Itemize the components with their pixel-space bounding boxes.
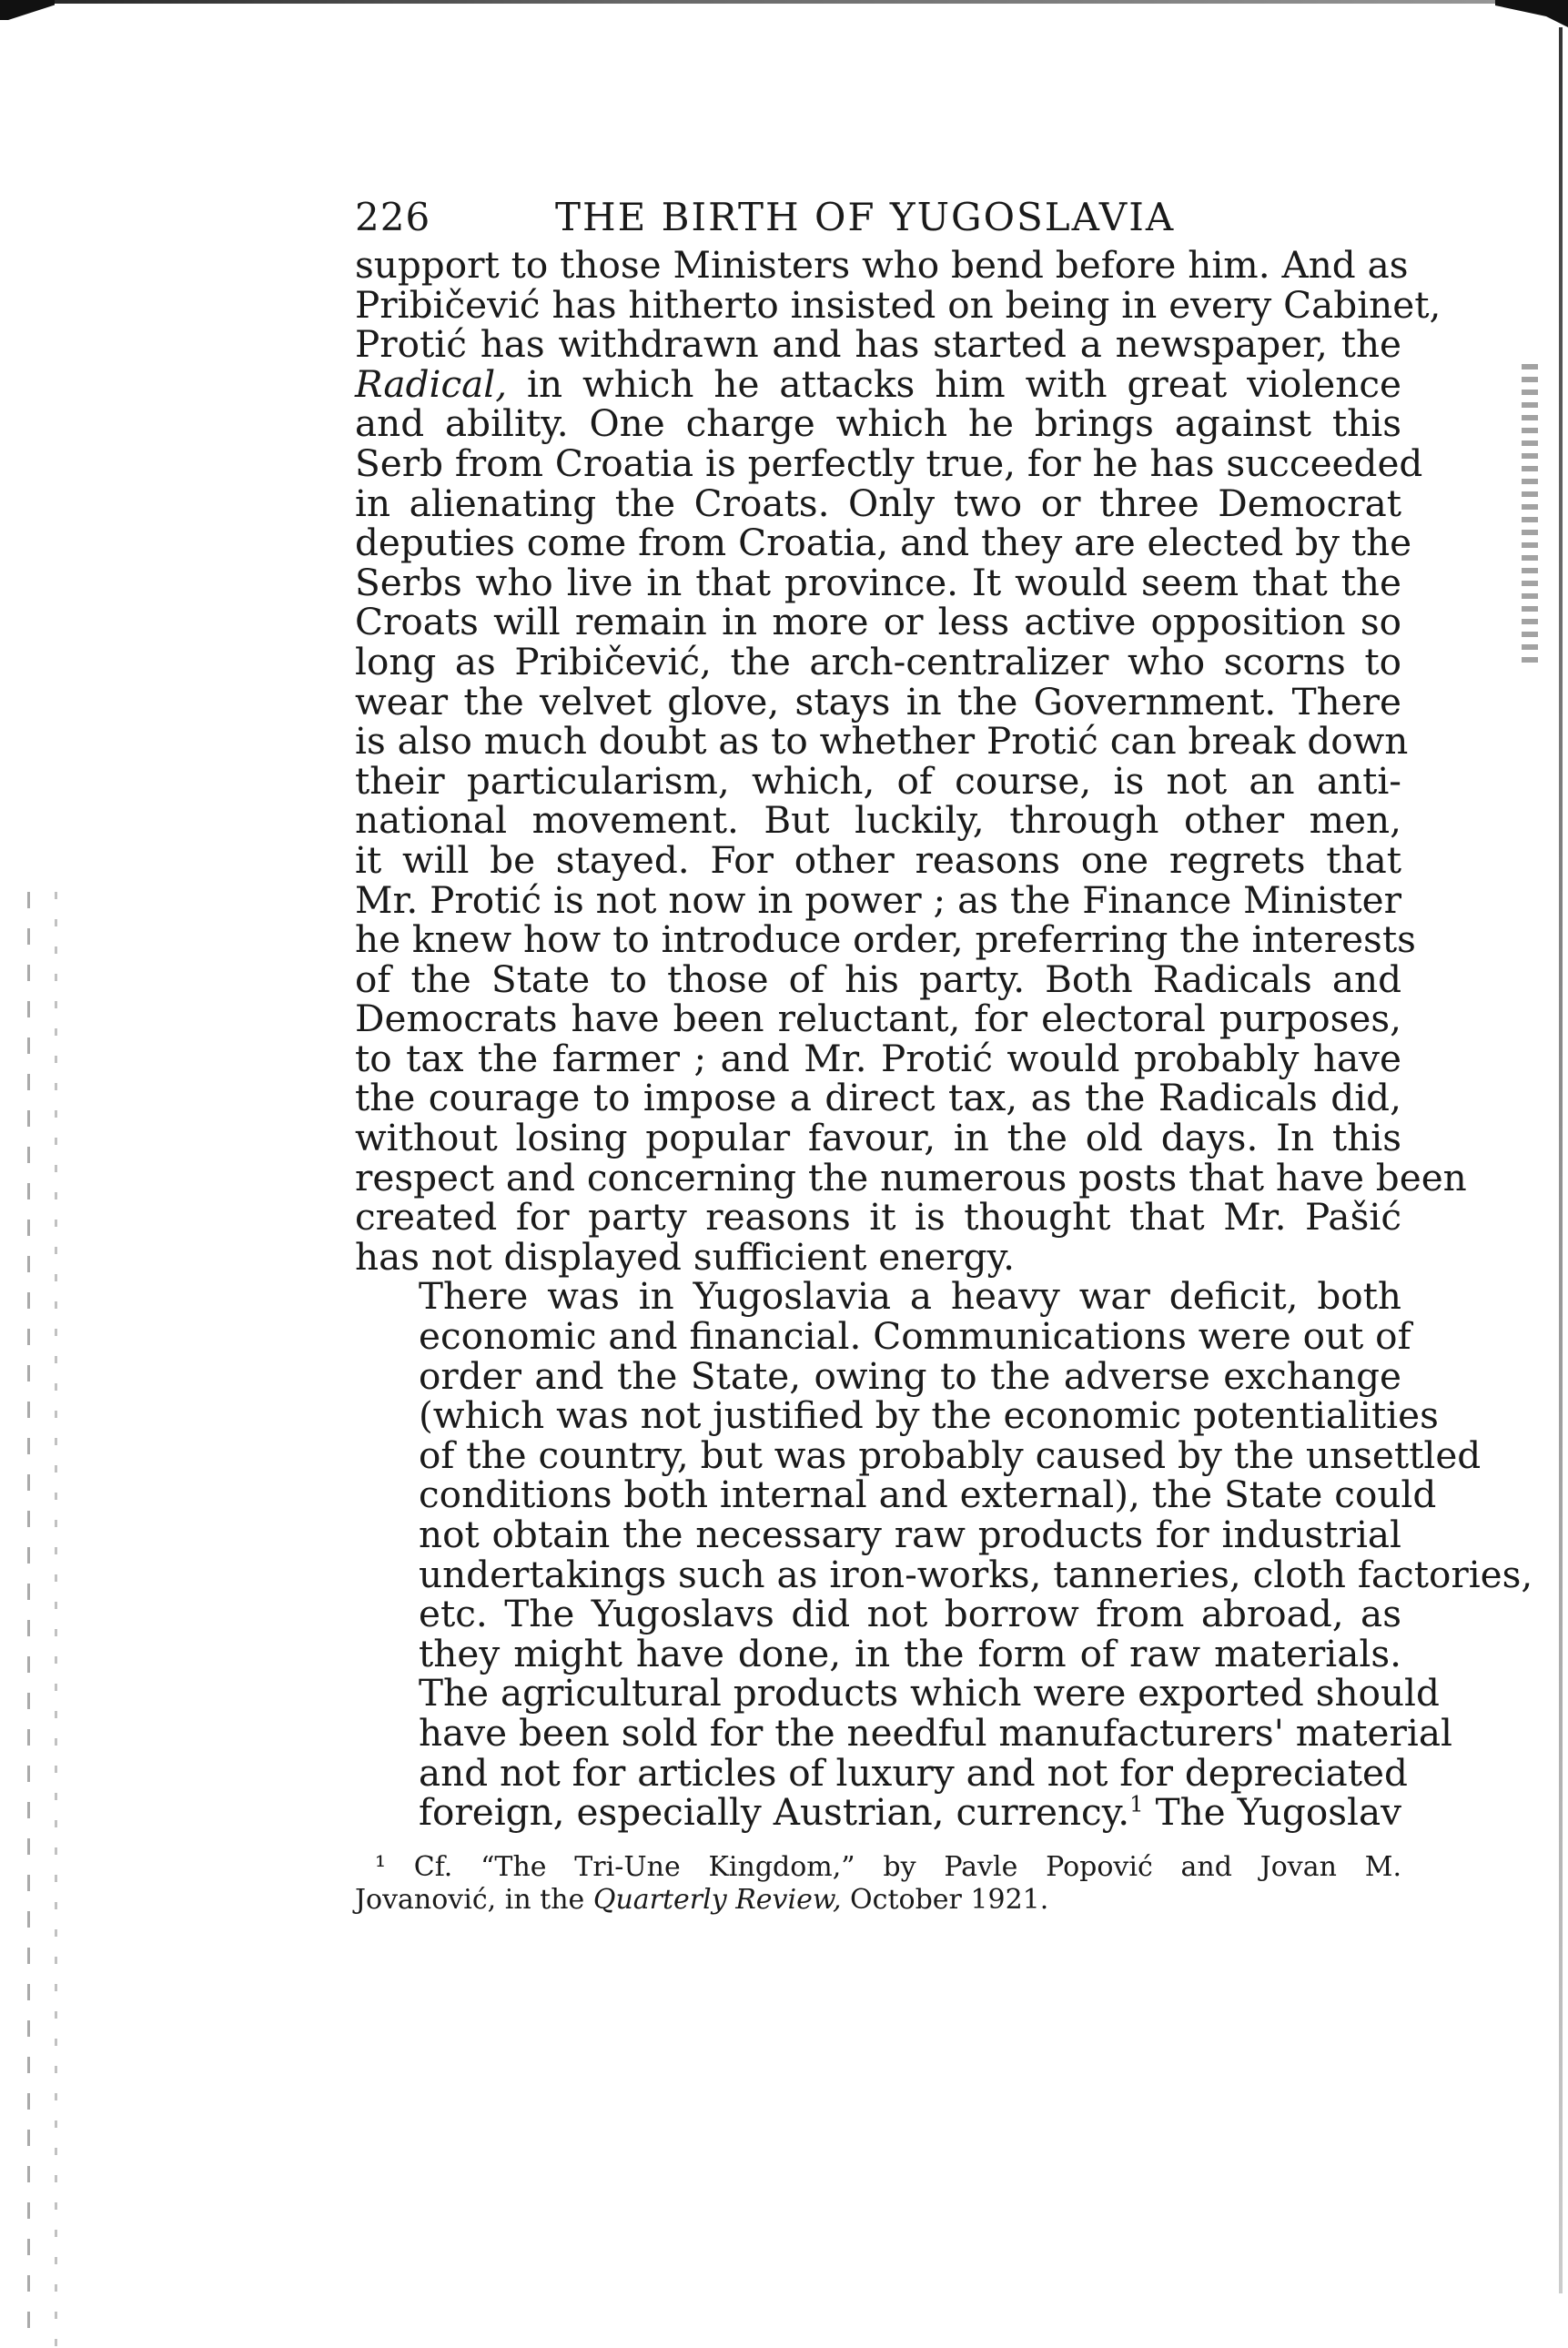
text-line: of the State to those of his party. Both Radicals and bbox=[355, 956, 1401, 1001]
text-line: order and the State, owing to the adverse exchange bbox=[419, 1353, 1401, 1398]
footnote-text: October 1921. bbox=[841, 1883, 1049, 1916]
margin-specks-right bbox=[1522, 364, 1538, 664]
footnote-line bbox=[355, 1884, 1401, 1917]
text-line: of the country, but was probably caused by the unsettled bbox=[419, 1432, 1482, 1477]
text-line: (which was not justified by the economic potentialities bbox=[419, 1393, 1439, 1438]
text-line: has not displayed sufficient energy. bbox=[355, 1234, 1015, 1279]
text-line: Radical, in which he attacks him with great violence bbox=[355, 361, 1401, 406]
text-line: without losing popular favour, in the old days. In this bbox=[355, 1116, 1401, 1160]
text-line: Serb from Croatia is perfectly true, for he has succeeded bbox=[355, 440, 1423, 485]
margin-marks-left bbox=[27, 892, 73, 2348]
page-number: 226 bbox=[355, 195, 431, 239]
text-line: long as Pribičević, the arch-centralizer who scorns to bbox=[355, 639, 1401, 683]
scan-top-edge bbox=[0, 0, 1568, 4]
scan-corner-shadow-right bbox=[1495, 0, 1568, 27]
text-line: created for party reasons it is thought that Mr. Pašić bbox=[355, 1195, 1401, 1240]
text-line: The agricultural products which were exported should bbox=[419, 1671, 1440, 1715]
text-line: etc. The Yugoslavs did not borrow from abroad, as bbox=[419, 1592, 1401, 1636]
paragraph-1 bbox=[355, 243, 1467, 1279]
text-line: he knew how to introduce order, preferring the interests bbox=[355, 917, 1416, 962]
text-line: conditions both internal and external), the State could bbox=[419, 1473, 1437, 1517]
text-line: support to those Ministers who bend before him. And as bbox=[355, 243, 1409, 287]
text-line: respect and concerning the numerous posts that have been bbox=[355, 1155, 1467, 1199]
scan-right-edge bbox=[1559, 27, 1563, 2293]
text-line: Serbs who live in that province. It would seem that the bbox=[355, 560, 1401, 604]
text-line: to tax the farmer ; and Mr. Protić would probably have bbox=[355, 1036, 1401, 1080]
text-line: have been sold for the needful manufacturers' material bbox=[419, 1710, 1452, 1755]
body-text bbox=[355, 243, 1533, 1835]
text-line: deputies come from Croatia, and they are elected by the bbox=[355, 521, 1412, 565]
footnote bbox=[355, 1851, 1401, 1917]
text-line: Protić has withdrawn and has started a newspaper, the bbox=[355, 322, 1401, 367]
footnote-text: Jovanović, in the bbox=[355, 1883, 593, 1916]
text-line: in alienating the Croats. Only two or three Democrat bbox=[355, 481, 1401, 525]
text-line: economic and financial. Communications were out of bbox=[419, 1314, 1411, 1359]
text-line: Democrats have been reluctant, for electoral purposes, bbox=[355, 997, 1401, 1041]
text-line: it will be stayed. For other reasons one regrets that bbox=[355, 837, 1401, 882]
text-line: they might have done, in the form of raw materials. bbox=[419, 1631, 1401, 1675]
footnote-line: ¹ Cf. “The Tri-Une Kingdom,” by Pavle Popović and Jovan M. bbox=[375, 1850, 1401, 1883]
text-line: wear the velvet glove, stays in the Government. There bbox=[355, 679, 1401, 724]
footnote-marker[interactable]: 1 bbox=[1129, 1790, 1144, 1817]
text-line: and ability. One charge which he brings against this bbox=[355, 401, 1401, 446]
running-head bbox=[355, 182, 1401, 246]
paragraph-2 bbox=[355, 1274, 1533, 1835]
text-line: Croats will remain in more or less active opposition so bbox=[355, 600, 1401, 644]
text-line: is also much doubt as to whether Protić can break down bbox=[355, 719, 1409, 764]
text-line: and not for articles of luxury and not for depreciated bbox=[419, 1750, 1408, 1795]
text-line: Mr. Protić is not now in power ; as the Finance Minister bbox=[355, 877, 1401, 922]
text-line: undertakings such as iron-works, tanneries, cloth factories, bbox=[419, 1552, 1533, 1596]
text-line: national movement. But luckily, through other men, bbox=[355, 798, 1401, 843]
text-line: foreign, especially Austrian, currency.$^1$ The Yugoslav bbox=[419, 1790, 1402, 1835]
text-line: their particularism, which, of course, is not an anti- bbox=[355, 758, 1401, 803]
journal-title: Quarterly Review, bbox=[592, 1883, 842, 1916]
book-title: THE BIRTH OF YUGOSLAVIA bbox=[555, 195, 1176, 239]
book-page bbox=[355, 182, 1533, 1917]
scan-corner-shadow-left bbox=[0, 0, 55, 20]
text-line: Pribičević has hitherto insisted on being in every Cabinet, bbox=[355, 282, 1442, 327]
text-line: the courage to impose a direct tax, as the Radicals did, bbox=[355, 1076, 1401, 1120]
text-line: not obtain the necessary raw products for industrial bbox=[419, 1513, 1401, 1556]
newspaper-title: Radical, bbox=[355, 361, 508, 406]
text-line: There was in Yugoslavia a heavy war deficit, both bbox=[419, 1274, 1401, 1319]
